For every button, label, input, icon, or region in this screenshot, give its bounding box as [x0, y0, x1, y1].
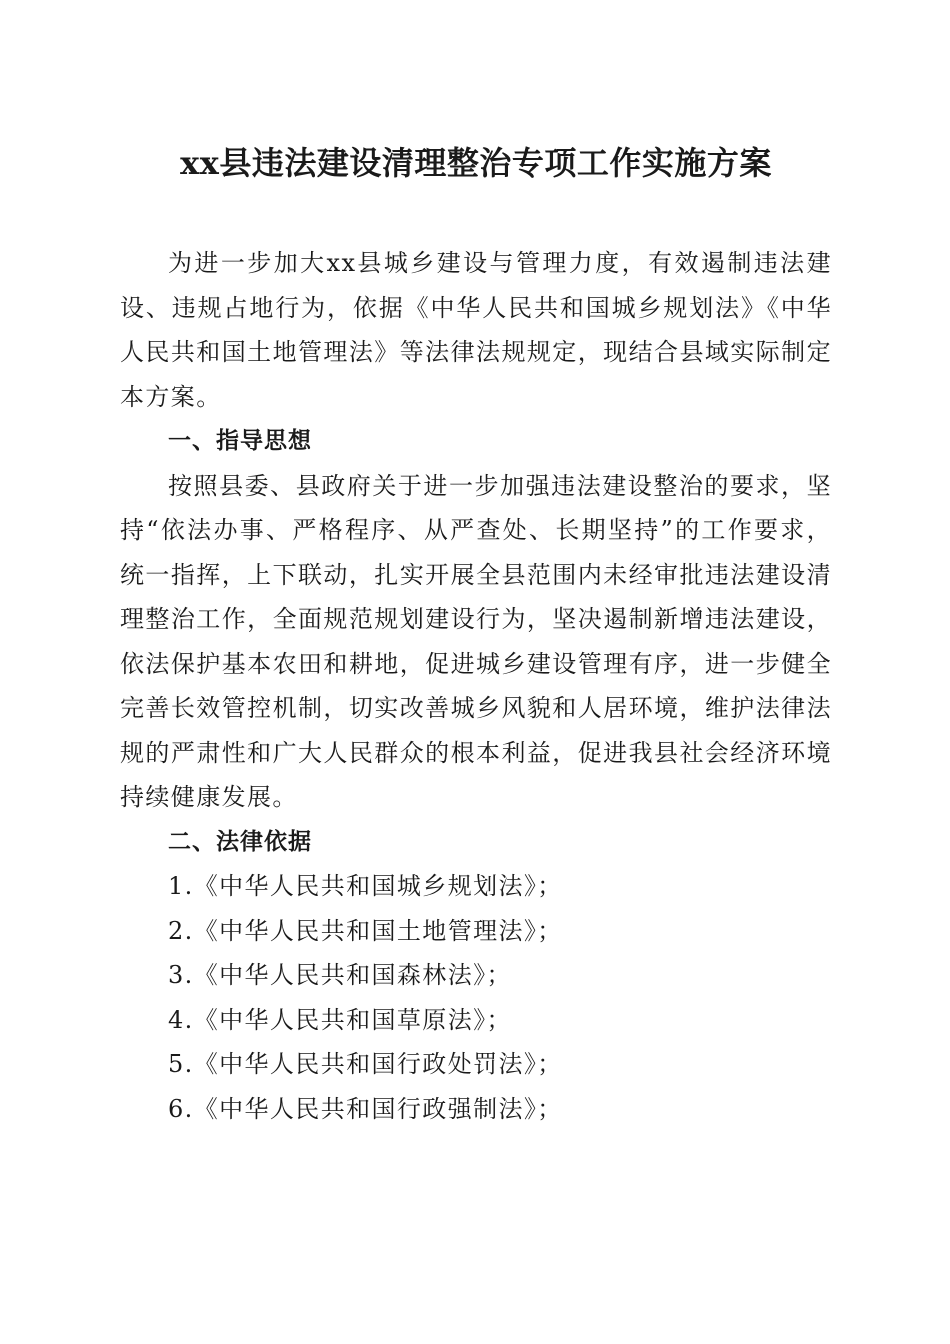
list-item: 3.《中华人民共和国森林法》；: [168, 961, 512, 989]
section-body-guiding-ideology: 按照县委、县政府关于进一步加强违法建设整治的要求，坚持“依法办事、严格程序、从严查处、长期坚持”的工作要求，统一指挥，上下联动，扎实开展全县范围内未经审批违法建设清理整治工作，全面规范规划建设行为，坚决遏制新增违法建设，依法保护基本农田和耕地，促进城乡建设管理有序，进一步健全完善长效管控机制，切实改善城乡风貌和人居环境，维护法律法规的严肃性和广大人民群众的根本利益，促进我县社会经济环境持续健康发展。: [120, 471, 832, 811]
list-item: 4.《中华人民共和国草原法》；: [168, 1005, 512, 1034]
list-item: 2.《中华人民共和国土地管理法》；: [168, 916, 563, 945]
legal-basis-list: [120, 864, 832, 1131]
list-item: 1.《中华人民共和国城乡规划法》；: [168, 872, 563, 900]
document-title: xx县违法建设清理整治专项工作实施方案: [180, 144, 772, 182]
section-heading-legal-basis: 二、法律依据: [168, 828, 312, 855]
list-item: 6.《中华人民共和国行政强制法》；: [168, 1094, 563, 1123]
section-heading-guiding-ideology: 一、指导思想: [168, 428, 312, 454]
document-page: [120, 140, 832, 1131]
list-item: 5.《中华人民共和国行政处罚法》；: [168, 1050, 563, 1078]
intro-paragraph: 为进一步加大xx县城乡建设与管理力度，有效遏制违法建设、违规占地行为，依据《中华人民共和国城乡规划法》《中华人民共和国土地管理法》等法律法规规定，现结合县域实际制定本方案。: [120, 249, 832, 411]
